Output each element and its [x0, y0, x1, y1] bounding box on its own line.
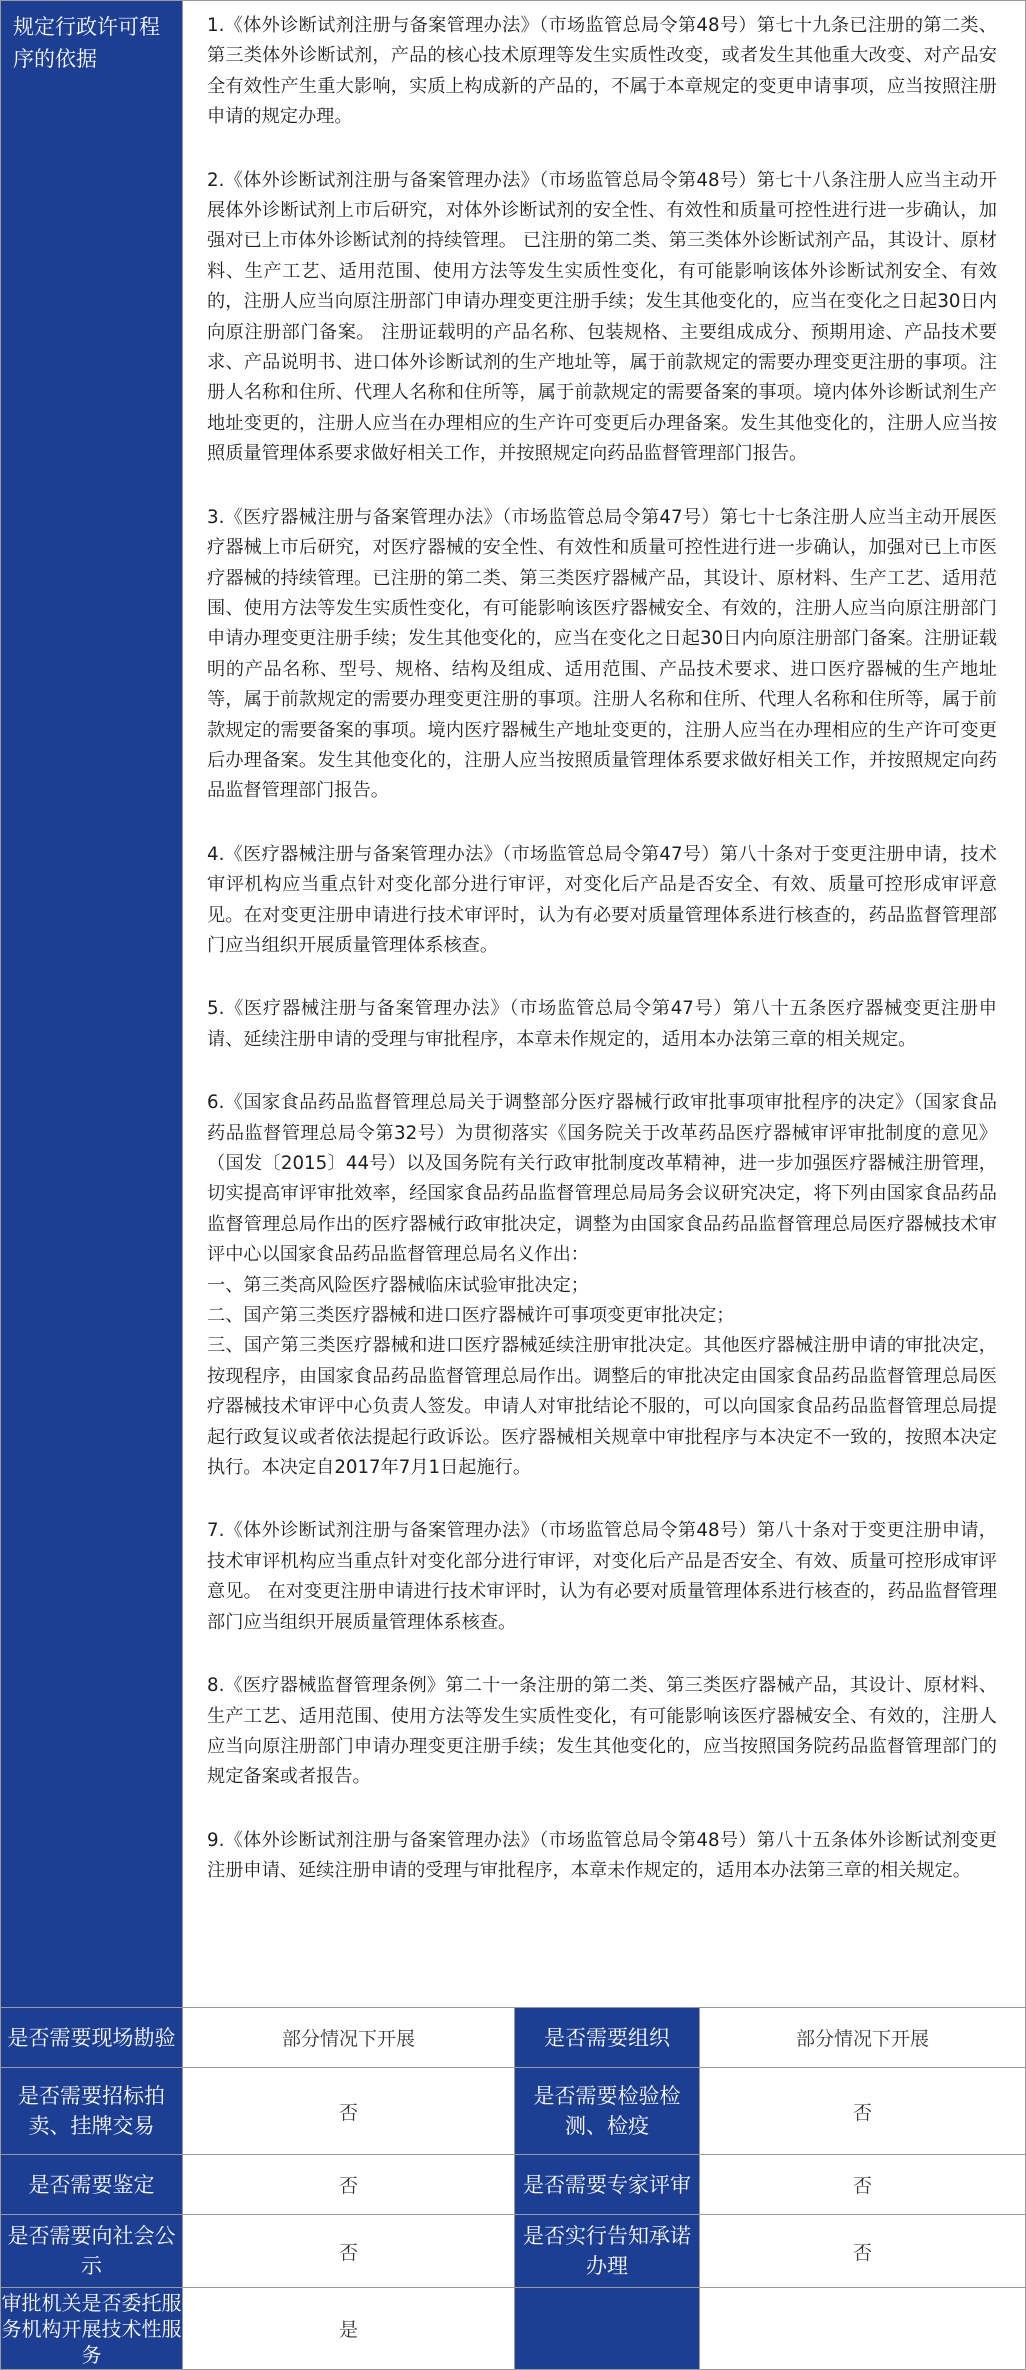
attr-value-inspection-testing: 否: [700, 2068, 1025, 2154]
attr-value-commitment: 否: [700, 2215, 1025, 2287]
basis-item-6: 6.《国家食品药品监督管理总局关于调整部分医疗器械行政审批事项审批程序的决定》（国家食品药品监督管理总局令第32号）为贯彻落实《国务院关于改革药品医疗器械审评审批制度的意见》（国发〔2015〕44号）以及国务院有关行政审批制度改革精神，进一步加强医疗器械注册管理，切实提高审评审批效率，经国家食品药品监督管理总局局务会议研究决定，将下列由国家食品药品监督管理总局作出的医疗器械行政审批决定，调整为由国家食品药品监督管理总局医疗器械技术审评中心以国家食品药品监督管理总局名义作出： 一、第三类高风险医疗器械临床试验审批决定； 二、国产第三类医疗器械和进口医疗器械许可事项变更审批决定； 三、国产第三类医疗器械和进口医疗器械延续注册审批决定。其他医疗器械注册申请的审批决定，按现程序，由国家食品药品监督管理总局作出。调整后的审批决定由国家食品药品监督管理总局医疗器械技术审评中心负责人签发。申请人对审批结论不服的，可以向国家食品药品监督管理总局提起行政复议或者依法提起行政诉讼。医疗器械相关规章中审批程序与本决定不一致的，按照本决定执行。本决定自2017年7月1日起施行。: [207, 1092, 997, 1479]
attr-value-empty: [700, 2288, 1025, 2369]
attr-row-onsite-inspection: [1, 2008, 1025, 2068]
attr-row-appraisal: [1, 2155, 1025, 2215]
attr-label-bidding-auction: 是否需要招标拍卖、挂牌交易: [1, 2068, 183, 2154]
basis-row: [1, 1, 1025, 2008]
attr-value-bidding-auction: 否: [183, 2068, 515, 2154]
attr-value-expert-review: 否: [700, 2155, 1025, 2214]
attr-row-public-notice: [1, 2215, 1025, 2288]
attr-row-service-agency: [1, 2288, 1025, 2369]
attr-label-inspection-testing: 是否需要检验检测、检疫: [515, 2068, 700, 2154]
attr-label-commitment: 是否实行告知承诺办理: [515, 2215, 700, 2287]
basis-item-7: 7.《体外诊断试剂注册与备案管理办法》（市场监管总局令第48号）第八十条对于变更注册申请，技术审评机构应当重点针对变化部分进行审评，对变化后产品是否安全、有效、质量可控形成审评意见。 在对变更注册申请进行技术审评时，认为有必要对质量管理体系进行核查的，药品监督管理部门应当组织开展质量管理体系核查。: [207, 1520, 997, 1633]
basis-item-8: 8.《医疗器械监督管理条例》第二十一条注册的第二类、第三类医疗器械产品，其设计、原材料、生产工艺、适用范围、使用方法等发生实质性变化，有可能影响该医疗器械安全、有效的，注册人应当向原注册部门申请办理变更注册手续；发生其他变化的，应当按照国务院药品监督管理部门的规定备案或者报告。: [207, 1675, 997, 1788]
basis-content: [183, 1, 1025, 2007]
attr-label-empty: [515, 2288, 700, 2369]
attr-label-appraisal: 是否需要鉴定: [1, 2155, 183, 2214]
basis-item-3: 3.《医疗器械注册与备案管理办法》（市场监管总局令第47号）第七十七条注册人应当主动开展医疗器械上市后研究，对医疗器械的安全性、有效性和质量可控性进行进一步确认，加强对已上市医疗器械的持续管理。已注册的第二类、第三类医疗器械产品，其设计、原材料、生产工艺、适用范围、使用方法等发生实质性变化，有可能影响该医疗器械安全、有效的，注册人应当向原注册部门申请办理变更注册手续；发生其他变化的，应当在变化之日起30日内向原注册部门备案。注册证载明的产品名称、型号、规格、结构及组成、适用范围、产品技术要求、进口医疗器械的生产地址等，属于前款规定的需要办理变更注册的事项。注册人名称和住所、代理人名称和住所等，属于前款规定的需要备案的事项。境内医疗器械生产地址变更的，注册人应当在办理相应的生产许可变更后办理备案。发生其他变化的，注册人应当按照质量管理体系要求做好相关工作，并按照规定向药品监督管理部门报告。: [207, 506, 997, 802]
basis-item-2: 2.《体外诊断试剂注册与备案管理办法》（市场监管总局令第48号）第七十八条注册人应当主动开展体外诊断试剂上市后研究，对体外诊断试剂的安全性、有效性和质量可控性进行进一步确认，加强对已上市体外诊断试剂的持续管理。 已注册的第二类、第三类体外诊断试剂产品，其设计、原材料、生产工艺、适用范围、使用方法等发生实质性变化，有可能影响该体外诊断试剂安全、有效的，注册人应当向原注册部门申请办理变更注册手续；发生其他变化的，应当在变化之日起30日内向原注册部门备案。 注册证载明的产品名称、包装规格、主要组成成分、预期用途、产品技术要求、产品说明书、进口体外诊断试剂的生产地址等，属于前款规定的需要办理变更注册的事项。注册人名称和住所、代理人名称和住所等，属于前款规定的需要备案的事项。境内体外诊断试剂生产地址变更的，注册人应当在办理相应的生产许可变更后办理备案。发生其他变化的，注册人应当按照质量管理体系要求做好相关工作，并按照规定向药品监督管理部门报告。: [207, 169, 997, 465]
attr-label-organize: 是否需要组织: [515, 2008, 700, 2067]
attr-value-appraisal: 否: [183, 2155, 515, 2214]
attr-value-organize: 部分情况下开展: [700, 2008, 1025, 2067]
attr-row-bidding: [1, 2068, 1025, 2155]
basis-item-5: 5.《医疗器械注册与备案管理办法》（市场监管总局令第47号）第八十五条医疗器械变更注册申请、延续注册申请的受理与审批程序，本章未作规定的，适用本办法第三章的相关规定。: [207, 998, 997, 1050]
basis-item-1: 1.《体外诊断试剂注册与备案管理办法》（市场监管总局令第48号）第七十九条已注册的第二类、第三类体外诊断试剂，产品的核心技术原理等发生实质性改变，或者发生其他重大改变、对产品安全有效性产生重大影响，实质上构成新的产品的，不属于本章规定的变更申请事项，应当按照注册申请的规定办理。: [207, 15, 997, 128]
attr-value-public-notice: 否: [183, 2215, 515, 2287]
attr-label-expert-review: 是否需要专家评审: [515, 2155, 700, 2214]
attr-label-public-notice: 是否需要向社会公示: [1, 2215, 183, 2287]
basis-item-4: 4.《医疗器械注册与备案管理办法》（市场监管总局令第47号）第八十条对于变更注册申请，技术审评机构应当重点针对变化部分进行审评，对变化后产品是否安全、有效、质量可控形成审评意见。在对变更注册申请进行技术审评时，认为有必要对质量管理体系进行核查的，药品监督管理部门应当组织开展质量管理体系核查。: [207, 843, 997, 956]
attr-value-service-agency: 是: [183, 2288, 515, 2369]
basis-label: 规定行政许可程序的依据: [1, 1, 183, 2007]
attr-label-service-agency: 审批机关是否委托服务机构开展技术性服务: [1, 2288, 183, 2369]
attr-label-onsite-inspection: 是否需要现场勘验: [1, 2008, 183, 2067]
basis-item-9: 9.《体外诊断试剂注册与备案管理办法》（市场监管总局令第48号）第八十五条体外诊断试剂变更注册申请、延续注册申请的受理与审批程序，本章未作规定的，适用本办法第三章的相关规定。: [207, 1829, 997, 1882]
attr-value-onsite-inspection: 部分情况下开展: [183, 2008, 515, 2067]
